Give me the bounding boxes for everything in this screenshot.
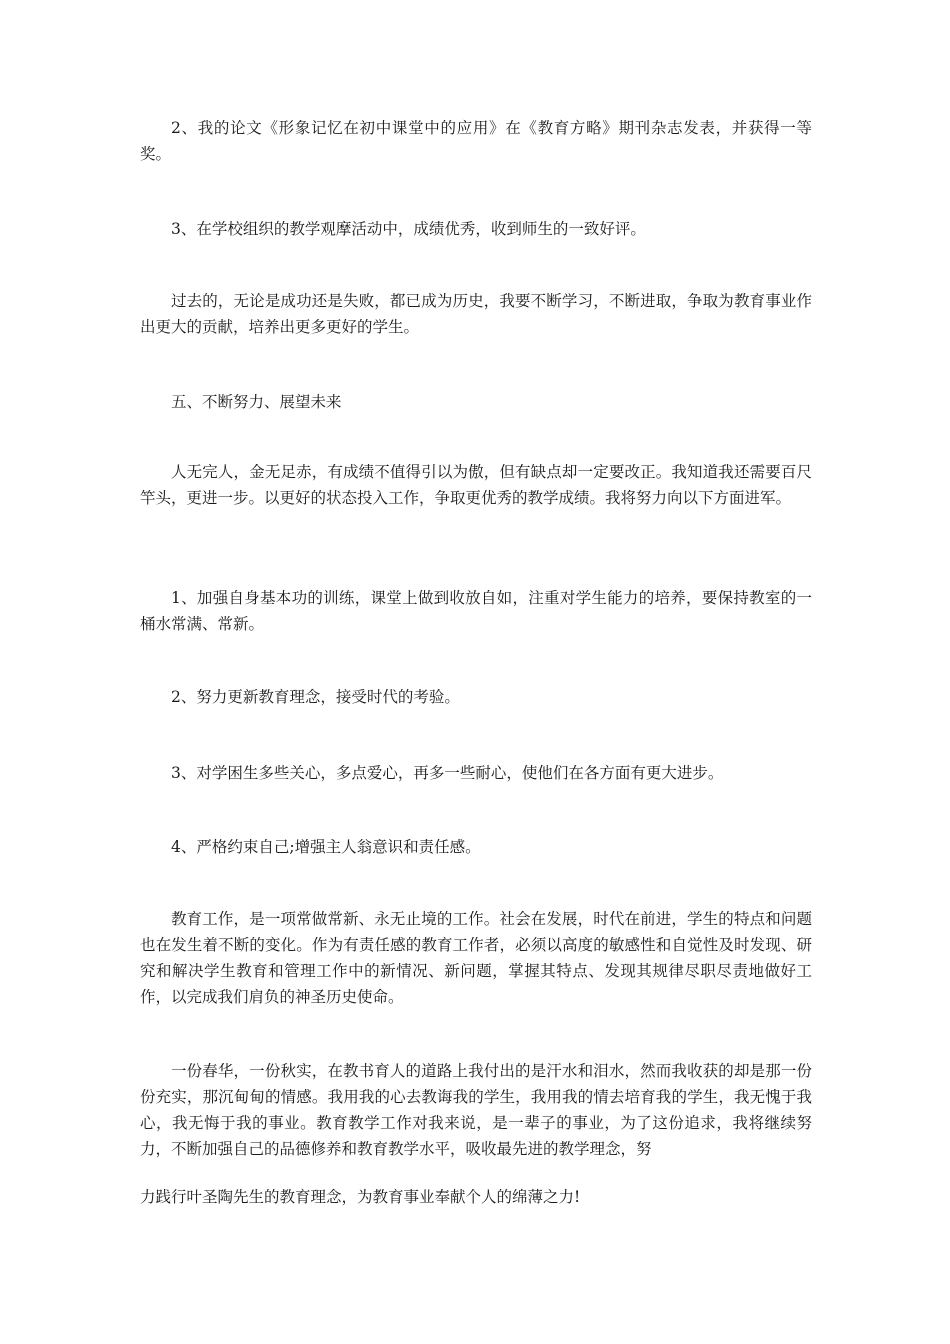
paragraph-7: 3、对学困生多些关心，多点爱心，再多一些耐心，使他们在各方面有更大进步。 bbox=[171, 764, 724, 782]
section-heading: 五、不断努力、展望未来 bbox=[171, 393, 342, 411]
paragraph-5: 1、加强自身基本功的训练，课堂上做到收放自如，注重对学生能力的培养，要保持教室的一桶水常满、常新。 bbox=[140, 589, 812, 633]
paragraph-2: 3、在学校组织的教学观摩活动中，成绩优秀，收到师生的一致好评。 bbox=[171, 220, 646, 238]
paragraph-4: 人无完人，金无足赤，有成绩不值得引以为傲，但有缺点却一定要改正。我知道我还需要百尺竿头，更进一步。以更好的状态投入工作，争取更优秀的教学成绩。我将努力向以下方面进军。 bbox=[140, 463, 812, 507]
paragraph-1: 2、我的论文《形象记忆在初中课堂中的应用》在《教育方略》期刊杂志发表，并获得一等奖。 bbox=[140, 119, 812, 163]
paragraph-6: 2、努力更新教育理念，接受时代的考验。 bbox=[171, 688, 460, 706]
paragraph-3: 过去的，无论是成功还是失败，都已成为历史，我要不断学习，不断进取，争取为教育事业作出更大的贡献，培养出更多更好的学生。 bbox=[140, 292, 812, 336]
paragraph-10: 一份春华，一份秋实，在教书育人的道路上我付出的是汗水和泪水，然而我收获的却是那一份份充实，那沉甸甸的情感。我用我的心去教诲我的学生，我用我的情去培育我的学生，我无愧于我心，我无悔于我的事业。教育教学工作对我来说，是一辈子的事业，为了这份追求，我将继续努力，不断加强自己的品德修养和教育教学水平，吸收最先进的教学理念，努 bbox=[140, 1062, 812, 1158]
paragraph-11: 力践行叶圣陶先生的教育理念，为教育事业奉献个人的绵薄之力! bbox=[140, 1188, 581, 1206]
paragraph-9: 教育工作，是一项常做常新、永无止境的工作。社会在发展，时代在前进，学生的特点和问题也在发生着不断的变化。作为有责任感的教育工作者，必须以高度的敏感性和自觉性及时发现、研究和解决学生教育和管理工作中的新情况、新问题，掌握其特点、发现其规律尽职尽责地做好工作，以完成我们肩负的神圣历史使命。 bbox=[140, 910, 812, 1006]
paragraph-8: 4、严格约束自己;增强主人翁意识和责任感。 bbox=[171, 838, 481, 856]
